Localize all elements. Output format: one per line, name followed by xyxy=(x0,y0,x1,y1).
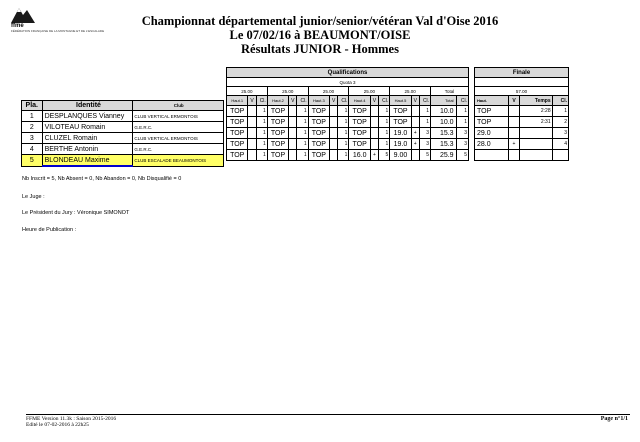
bonus xyxy=(411,106,419,117)
final-time xyxy=(519,128,552,139)
height: TOP xyxy=(267,117,288,128)
table-row xyxy=(22,144,224,155)
table-row xyxy=(22,111,224,122)
bonus xyxy=(330,139,338,150)
route-rank: 1 xyxy=(297,128,308,139)
bonus xyxy=(370,106,378,117)
bonus xyxy=(248,117,256,128)
bonus xyxy=(370,139,378,150)
route-rank: 1 xyxy=(297,117,308,128)
ranking-table xyxy=(21,100,224,167)
col-total-cl: Cl. xyxy=(456,96,468,106)
route-rank: 1 xyxy=(338,150,349,161)
height: TOP xyxy=(308,128,329,139)
bonus xyxy=(330,117,338,128)
final-rank: 4 xyxy=(552,139,568,150)
bonus xyxy=(248,150,256,161)
bonus xyxy=(289,117,297,128)
finale-row xyxy=(475,128,569,139)
placement: 5 xyxy=(22,155,43,167)
col-cl: Cl. xyxy=(552,96,568,106)
total-score: 25.9 xyxy=(431,150,457,161)
event-title: Championnat départemental junior/senior/vétéran Val d'Oise 2016 xyxy=(141,14,499,28)
height: TOP xyxy=(349,117,370,128)
bonus xyxy=(330,150,338,161)
col-haut2: Haut.2 xyxy=(267,96,288,106)
height: 19.0 xyxy=(390,139,411,150)
jury-president: Le Président du Jury : Véronique SIMONOT xyxy=(22,210,130,216)
height: TOP xyxy=(267,150,288,161)
route-rank: 1 xyxy=(297,150,308,161)
route-rank: 1 xyxy=(379,128,390,139)
qualif-row xyxy=(227,128,469,139)
registration-counts: Nb Inscrit = 5, Nb Absent = 0, Nb Abandon = 0, Nb Disqualifié = 0 xyxy=(22,176,182,182)
header-identite: Identité xyxy=(42,101,133,111)
bonus: + xyxy=(411,139,419,150)
bonus xyxy=(289,139,297,150)
col-v: V xyxy=(248,96,256,106)
athlete-name: VILOTEAU Romain xyxy=(42,122,133,133)
final-time xyxy=(519,150,552,161)
bonus xyxy=(289,106,297,117)
athlete-club: CLUB VERTICAL ERMONTOIS xyxy=(133,133,224,144)
placement: 4 xyxy=(22,144,43,155)
route-points: 25.00 xyxy=(390,87,431,96)
table-row xyxy=(22,133,224,144)
height: TOP xyxy=(390,106,411,117)
finale-row xyxy=(475,106,569,117)
bonus xyxy=(411,150,419,161)
judge-line: Le Juge : xyxy=(22,194,45,200)
final-height: TOP xyxy=(475,117,509,128)
col-temps: Temps xyxy=(519,96,552,106)
athlete-club: CLUB ESCALADE BEAUMONTOIS xyxy=(133,155,224,167)
col-haut5: Haut.5 xyxy=(390,96,411,106)
col-v: V xyxy=(411,96,419,106)
footer-divider xyxy=(26,414,630,415)
final-height: 29.0 xyxy=(475,128,509,139)
qualifications-table xyxy=(226,67,469,161)
placement: 2 xyxy=(22,122,43,133)
route-rank: 1 xyxy=(297,106,308,117)
route-rank: 1 xyxy=(379,139,390,150)
bonus xyxy=(330,106,338,117)
logo-text: ffme xyxy=(11,23,24,29)
route-rank: 1 xyxy=(256,139,267,150)
finale-spacer xyxy=(475,78,569,87)
height: TOP xyxy=(227,117,248,128)
finale-points: 57.00 xyxy=(475,87,569,96)
route-rank: 1 xyxy=(297,139,308,150)
route-rank: 1 xyxy=(338,117,349,128)
height: TOP xyxy=(390,117,411,128)
publication-time: Heure de Publication : xyxy=(22,227,77,233)
total-score: 15.3 xyxy=(431,128,457,139)
final-rank: 2 xyxy=(552,117,568,128)
qualif-row xyxy=(227,117,469,128)
height: TOP xyxy=(349,106,370,117)
final-rank: 1 xyxy=(552,106,568,117)
ranking-header-row xyxy=(22,101,224,111)
bonus xyxy=(248,128,256,139)
total-score: 10.0 xyxy=(431,117,457,128)
height: 19.0 xyxy=(390,128,411,139)
final-time: 2:31 xyxy=(519,117,552,128)
header-pla: Pla. xyxy=(22,101,43,111)
table-row xyxy=(22,122,224,133)
athlete-name: DESPLANQUES Vianney xyxy=(42,111,133,122)
route-rank: 1 xyxy=(419,106,430,117)
qualif-row xyxy=(227,139,469,150)
col-v: V xyxy=(509,96,520,106)
category-title: Résultats JUNIOR - Hommes xyxy=(241,42,399,56)
height: TOP xyxy=(308,106,329,117)
height: TOP xyxy=(227,106,248,117)
bonus xyxy=(411,117,419,128)
logo-subtext: FÉDÉRATION FRANÇAISE DE LA MONTAGNE ET DE L'ESCALADE xyxy=(11,29,105,33)
col-haut1: Haut.1 xyxy=(227,96,248,106)
header-club: Club xyxy=(133,101,224,111)
placement: 1 xyxy=(22,111,43,122)
event-date: Le 07/02/16 à BEAUMONT/OISE xyxy=(229,28,411,42)
route-rank: 1 xyxy=(379,106,390,117)
col-cl: Cl. xyxy=(419,96,430,106)
col-cl: Cl. xyxy=(379,96,390,106)
route-points: 25.00 xyxy=(349,87,390,96)
final-bonus xyxy=(509,117,520,128)
col-v: V xyxy=(370,96,378,106)
col-v: V xyxy=(330,96,338,106)
route-rank: 1 xyxy=(256,117,267,128)
finale-table xyxy=(474,67,569,161)
final-time xyxy=(519,139,552,150)
height: TOP xyxy=(267,128,288,139)
total-rank: 3 xyxy=(456,139,468,150)
route-rank: 1 xyxy=(256,150,267,161)
bonus xyxy=(248,139,256,150)
route-rank: 1 xyxy=(338,139,349,150)
final-bonus xyxy=(509,150,520,161)
finale-row xyxy=(475,150,569,161)
total-rank: 3 xyxy=(456,128,468,139)
route-points: 25.00 xyxy=(267,87,308,96)
col-haut: Haut. xyxy=(475,96,509,106)
total-rank: 1 xyxy=(456,117,468,128)
total-rank: 1 xyxy=(456,106,468,117)
finale-row xyxy=(475,117,569,128)
total-rank: 5 xyxy=(456,150,468,161)
final-height: 28.0 xyxy=(475,139,509,150)
route-rank: 5 xyxy=(379,150,390,161)
route-rank: 1 xyxy=(419,117,430,128)
route-rank: 1 xyxy=(256,128,267,139)
height: TOP xyxy=(227,139,248,150)
final-rank xyxy=(552,150,568,161)
height: TOP xyxy=(308,139,329,150)
final-height xyxy=(475,150,509,161)
final-rank: 3 xyxy=(552,128,568,139)
final-time: 2:28 xyxy=(519,106,552,117)
col-cl: Cl. xyxy=(256,96,267,106)
finale-row xyxy=(475,139,569,150)
final-height: TOP xyxy=(475,106,509,117)
height: 16.0 xyxy=(349,150,370,161)
height: TOP xyxy=(349,128,370,139)
title-block xyxy=(0,14,640,56)
bonus xyxy=(370,117,378,128)
route-rank: 3 xyxy=(419,128,430,139)
bonus xyxy=(289,128,297,139)
athlete-name: BLONDEAU Maxime xyxy=(42,155,133,167)
athlete-club: G.E.R.C. xyxy=(133,122,224,133)
bonus xyxy=(370,128,378,139)
height: TOP xyxy=(308,117,329,128)
route-rank: 3 xyxy=(419,139,430,150)
edited-date: Edité le 07-02-2016 à 22h25 xyxy=(26,422,89,428)
bonus xyxy=(248,106,256,117)
bonus xyxy=(330,128,338,139)
col-cl: Cl. xyxy=(297,96,308,106)
height: TOP xyxy=(349,139,370,150)
qualif-row xyxy=(227,106,469,117)
total-label: Total xyxy=(431,87,469,96)
route-rank: 1 xyxy=(338,128,349,139)
athlete-name: BERTHE Antonin xyxy=(42,144,133,155)
total-score: 15.3 xyxy=(431,139,457,150)
page-number: Page n°1/1 xyxy=(600,416,628,422)
col-haut3: Haut.3 xyxy=(308,96,329,106)
athlete-club: CLUB VERTICAL ERMONTOIS xyxy=(133,111,224,122)
athlete-name: CLUZEL Romain xyxy=(42,133,133,144)
height: 9.00 xyxy=(390,150,411,161)
placement: 3 xyxy=(22,133,43,144)
route-rank: 1 xyxy=(256,106,267,117)
col-total: Total xyxy=(431,96,457,106)
bonus xyxy=(289,150,297,161)
total-score: 10.0 xyxy=(431,106,457,117)
table-row-highlighted xyxy=(22,155,224,167)
route-points: 25.00 xyxy=(227,87,268,96)
col-haut4: Haut.4 xyxy=(349,96,370,106)
col-cl: Cl. xyxy=(338,96,349,106)
height: TOP xyxy=(267,139,288,150)
qualifications-header: Qualifications xyxy=(227,68,469,78)
software-version: FFME Version 11.3k : Saison 2015-2016 xyxy=(26,416,117,422)
height: TOP xyxy=(227,128,248,139)
quota-label: Quota 3 xyxy=(227,78,469,87)
qualif-row xyxy=(227,150,469,161)
bonus: + xyxy=(411,128,419,139)
finale-header: Finale xyxy=(475,68,569,78)
route-points: 25.00 xyxy=(308,87,349,96)
final-bonus xyxy=(509,128,520,139)
final-bonus: + xyxy=(509,139,520,150)
athlete-club: G.E.R.C. xyxy=(133,144,224,155)
height: TOP xyxy=(267,106,288,117)
route-rank: 1 xyxy=(338,106,349,117)
route-rank: 5 xyxy=(419,150,430,161)
height: TOP xyxy=(227,150,248,161)
footer-info xyxy=(26,416,116,428)
height: TOP xyxy=(308,150,329,161)
route-rank: 1 xyxy=(379,117,390,128)
bonus: + xyxy=(370,150,378,161)
final-bonus xyxy=(509,106,520,117)
col-v: V xyxy=(289,96,297,106)
